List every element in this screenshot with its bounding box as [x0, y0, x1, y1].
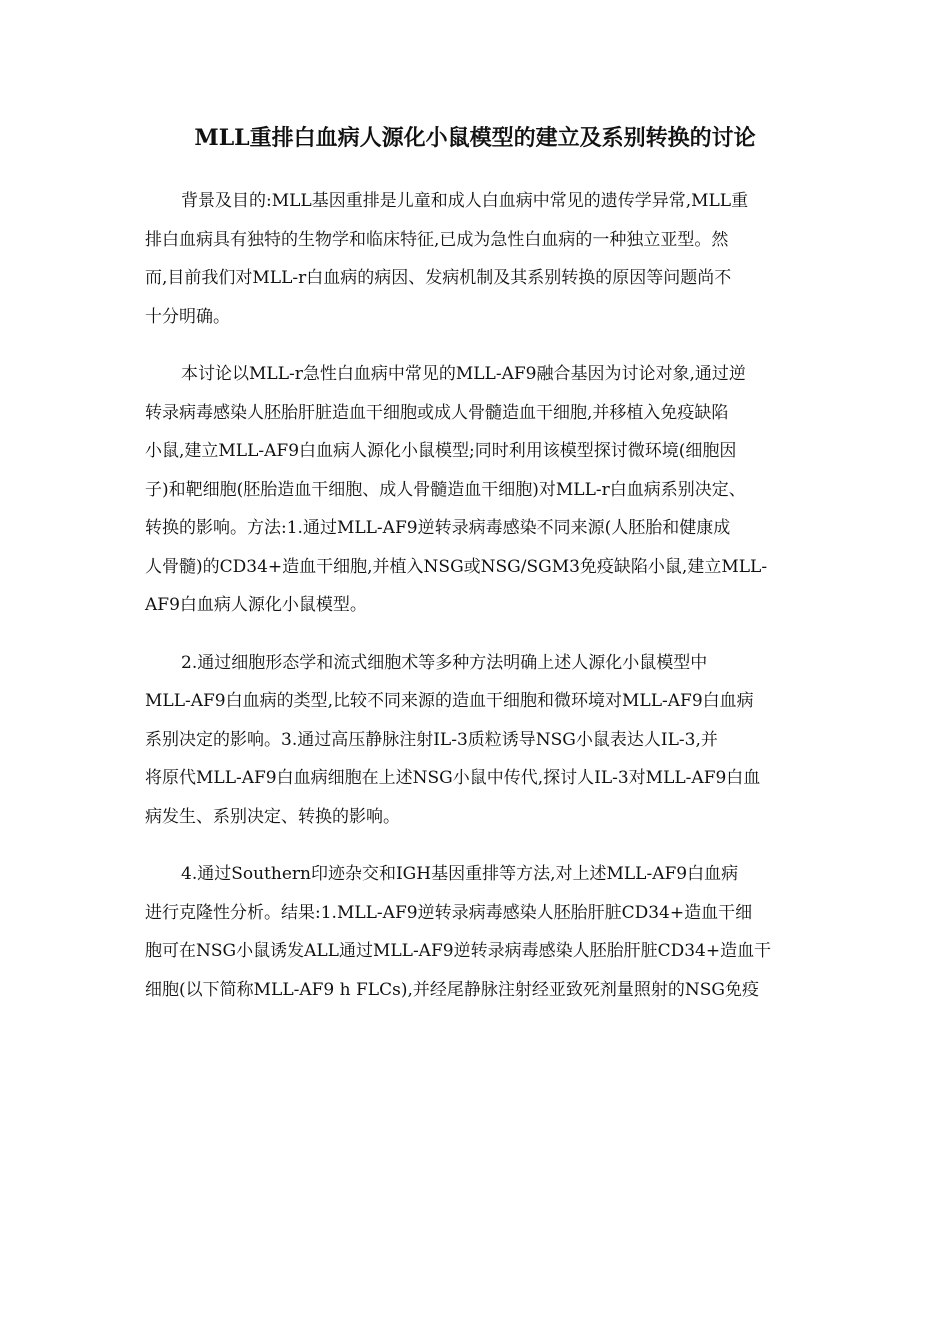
- text-line: 人骨髓)的CD34+造血干细胞,并植入NSG或NSG/SGM3免疫缺陷小鼠,建立MLL-: [145, 556, 768, 577]
- text-line: 细胞(以下简称MLL-AF9 h FLCs),并经尾静脉注射经亚致死剂量照射的NSG免疫: [145, 979, 759, 1000]
- text-line: 胞可在NSG小鼠诱发ALL通过MLL-AF9逆转录病毒感染人胚胎肝脏CD34+造血干: [145, 941, 772, 961]
- text-line: 系别决定的影响。3.通过高压静脉注射IL-3质粒诱导NSG小鼠表达人IL-3,并: [145, 729, 718, 750]
- text-line: 进行克隆性分析。结果:1.MLL-AF9逆转录病毒感染人胚胎肝脏CD34+造血干细: [145, 902, 753, 923]
- paragraph-background: [145, 182, 810, 336]
- text-line: 将原代MLL-AF9白血病细胞在上述NSG小鼠中传代,探讨人IL-3对MLL-AF9白血: [145, 768, 761, 788]
- text-line: 转录病毒感染人胚胎肝脏造血干细胞或成人骨髓造血干细胞,并移植入免疫缺陷: [145, 402, 729, 423]
- document-title: MLL重排白血病人源化小鼠模型的建立及系别转换的讨论: [194, 125, 756, 151]
- text-line: 2.通过细胞形态学和流式细胞术等多种方法明确上述人源化小鼠模型中: [181, 652, 708, 673]
- text-line: AF9白血病人源化小鼠模型。: [145, 595, 367, 615]
- text-line: 4.通过Southern印迹杂交和IGH基因重排等方法,对上述MLL-AF9白血病: [181, 864, 739, 884]
- text-line: 本讨论以MLL-r急性白血病中常见的MLL-AF9融合基因为讨论对象,通过逆: [181, 364, 746, 384]
- text-line: 转换的影响。方法:1.通过MLL-AF9逆转录病毒感染不同来源(人胚胎和健康成: [145, 518, 731, 538]
- paragraph-gap: [145, 625, 810, 644]
- text-line: 子)和靶细胞(胚胎造血干细胞、成人骨髓造血干细胞)对MLL-r白血病系别决定、: [145, 479, 746, 500]
- paragraph-gap: [145, 836, 810, 855]
- text-line: 病发生、系别决定、转换的影响。: [145, 806, 400, 827]
- text-line: 十分明确。: [145, 306, 230, 327]
- text-line: 小鼠,建立MLL-AF9白血病人源化小鼠模型;同时利用该模型探讨微环境(细胞因: [145, 441, 737, 461]
- text-line: 背景及目的:MLL基因重排是儿童和成人白血病中常见的遗传学异常,MLL重: [181, 191, 749, 211]
- paragraph-methods: [145, 355, 810, 625]
- paragraph-method-4: [145, 855, 810, 1009]
- text-line: MLL-AF9白血病的类型,比较不同来源的造血干细胞和微环境对MLL-AF9白血病: [145, 691, 754, 711]
- text-line: 排白血病具有独特的生物学和临床特征,已成为急性白血病的一种独立亚型。然: [145, 229, 729, 250]
- document-body: [145, 182, 810, 1009]
- paragraph-method-2: [145, 644, 810, 837]
- paragraph-gap: [145, 336, 810, 355]
- text-line: 而,目前我们对MLL-r白血病的病因、发病机制及其系别转换的原因等问题尚不: [145, 268, 732, 288]
